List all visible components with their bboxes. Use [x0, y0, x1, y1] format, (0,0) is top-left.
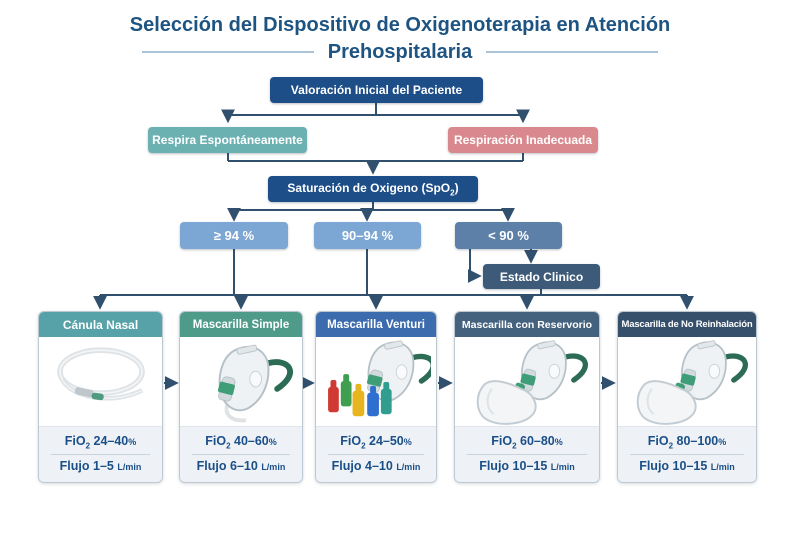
node-respiracion-inadecuada: [448, 127, 598, 153]
node-label: Valoración Inicial del Paciente: [290, 83, 463, 97]
fio2-stat: [322, 431, 430, 454]
device-card-header: [180, 312, 302, 337]
fio2-range: 60–80: [520, 433, 555, 448]
fio2-range: 80–100: [676, 433, 719, 448]
node-label: Saturación de Oxigeno (SpO$_2$): [287, 180, 459, 198]
fio2-label: FiO: [205, 433, 227, 448]
percent-label: %: [128, 436, 137, 447]
flujo-label: Flujo: [639, 459, 670, 473]
node-label: < 90 %: [488, 228, 529, 243]
unit-label: L/min: [550, 462, 575, 472]
percent-label: %: [554, 436, 563, 447]
fio2-sub: 2: [361, 441, 366, 450]
node-spo2-ge94: [180, 222, 288, 249]
node-label: Respira Espontáneamente: [152, 133, 303, 147]
flujo-range: 10–15: [672, 459, 708, 473]
fio2-range: 24–40: [93, 433, 129, 448]
flujo-label: Flujo: [331, 459, 362, 473]
unit-label: L/min: [710, 462, 735, 472]
fio2-sub: 2: [226, 441, 231, 450]
device-illustration: [180, 337, 302, 426]
device-card-header: [455, 312, 599, 337]
device-card-mascarilla-no-reinhalacion: [617, 311, 757, 483]
device-card-header: [316, 312, 436, 337]
fio2-label: FiO: [491, 433, 513, 448]
node-label: Respiración Inadecuada: [453, 133, 593, 147]
node-spo2-90-94: [314, 222, 421, 249]
device-stats: [455, 426, 599, 483]
node-estado-clinico: [483, 264, 600, 289]
flujo-stat: [624, 456, 750, 476]
unit-label: L/min: [261, 462, 286, 472]
fio2-sub: 2: [512, 441, 517, 450]
percent-label: %: [718, 436, 727, 447]
flujo-stat: [45, 456, 156, 476]
unit-label: L/min: [396, 462, 421, 472]
fio2-stat: [45, 431, 156, 454]
title-line1: Selección del Dispositivo de Oxigenoterapia en Atención: [129, 14, 671, 36]
percent-label: %: [268, 436, 277, 447]
device-title: Cánula Nasal: [62, 317, 139, 332]
nasal-cannula-icon: [45, 337, 157, 426]
stat-divider: [630, 454, 744, 455]
flujo-range: 1–5: [93, 459, 114, 473]
flujo-stat: [461, 456, 593, 476]
stat-divider: [192, 454, 290, 455]
device-card-mascarilla-con-reservorio: [454, 311, 600, 483]
device-card-header: [39, 312, 162, 337]
flujo-range: 4–10: [365, 459, 393, 473]
fio2-range: 24–50: [369, 433, 404, 448]
node-valoracion-inicial: [270, 77, 483, 103]
reservoir-mask-icon: [463, 337, 591, 426]
percent-label: %: [403, 436, 412, 447]
flujo-stat: [322, 456, 430, 476]
stat-divider: [51, 454, 150, 455]
device-card-mascarilla-simple: [179, 311, 303, 483]
flujo-label: Flujo: [59, 459, 90, 473]
device-card-canula-nasal: [38, 311, 163, 483]
device-title: Mascarilla Venturi: [327, 318, 425, 331]
device-illustration: [455, 337, 599, 426]
device-illustration: [39, 337, 162, 426]
fio2-range: 40–60: [234, 433, 269, 448]
title-line2-text: Prehospitalaria: [327, 41, 473, 63]
fio2-label: FiO: [647, 433, 669, 448]
non-rebreather-mask-icon: [625, 337, 749, 426]
flujo-label: Flujo: [479, 459, 510, 473]
device-title: Mascarilla de No Reinhalación: [621, 319, 753, 330]
node-respira-espontaneamente: [148, 127, 307, 153]
fio2-label: FiO: [64, 433, 86, 448]
node-spo2-lt90: [455, 222, 562, 249]
device-card-header: [618, 312, 756, 337]
stat-divider: [467, 454, 587, 455]
fio2-stat: [186, 431, 296, 454]
fio2-sub: 2: [85, 441, 91, 450]
venturi-mask-icon: [321, 337, 431, 426]
merge-line-respiracion: [228, 153, 523, 161]
device-title: Mascarilla con Reservorio: [461, 318, 593, 331]
flujo-range: 6–10: [230, 459, 258, 473]
fio2-label: FiO: [340, 433, 362, 448]
node-label: Estado Clinico: [499, 269, 584, 284]
device-illustration: [316, 337, 436, 426]
device-card-mascarilla-venturi: [315, 311, 437, 483]
flujo-label: Flujo: [196, 459, 227, 473]
fio2-stat: [624, 431, 750, 454]
node-saturacion-oxigeno: [268, 176, 478, 202]
node-label: ≥ 94 %: [213, 228, 255, 243]
split-line-saturacion: [234, 202, 508, 210]
device-title: Mascarilla Simple: [192, 318, 290, 331]
split-line-valoracion: [228, 103, 523, 115]
stat-divider: [328, 454, 424, 455]
flujo-stat: [186, 456, 296, 476]
device-stats: [180, 426, 302, 483]
fio2-sub: 2: [668, 441, 674, 450]
unit-label: L/min: [117, 462, 142, 472]
simple-mask-icon: [186, 337, 296, 426]
device-stats: [39, 426, 162, 483]
node-label: 90–94 %: [341, 228, 394, 243]
flujo-range: 10–15: [512, 459, 548, 473]
device-stats: [618, 426, 756, 483]
fio2-stat: [461, 431, 593, 454]
device-stats: [316, 426, 436, 483]
device-illustration: [618, 337, 756, 426]
